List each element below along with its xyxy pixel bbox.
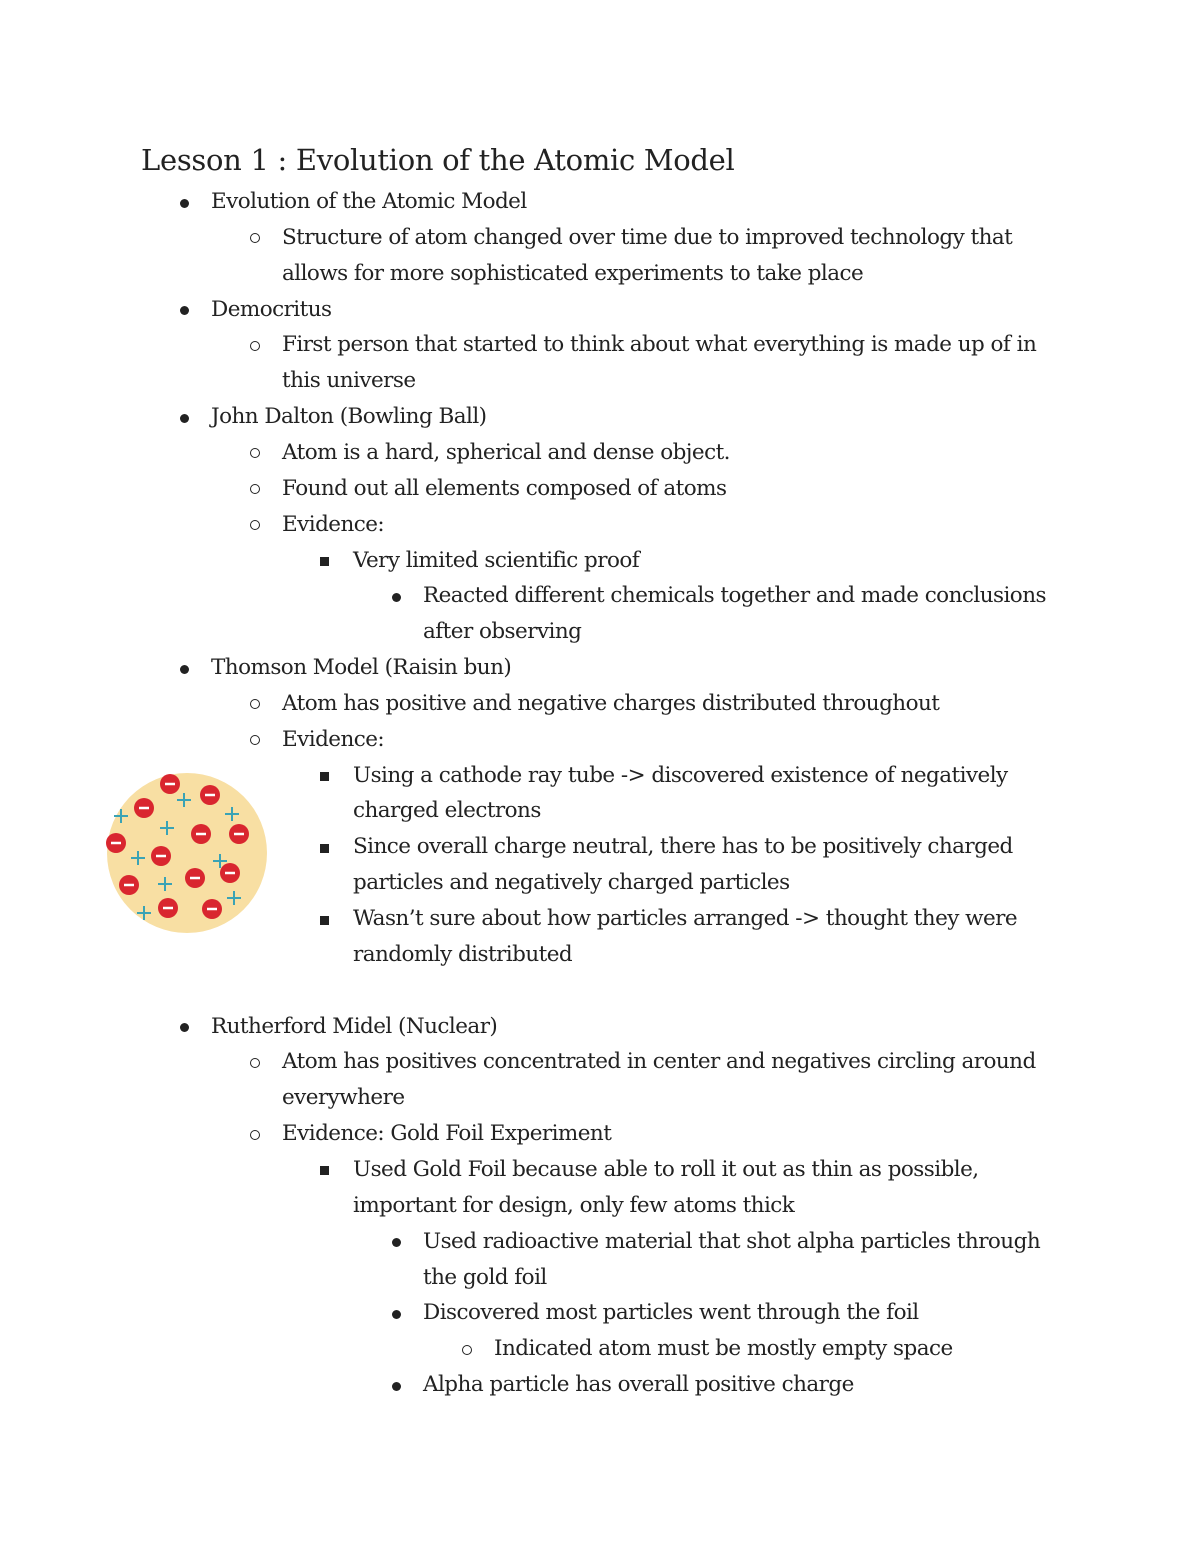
list-item-level-4: Reacted different chemicals together and made conclusions bbox=[423, 583, 1046, 609]
atom-body bbox=[107, 773, 267, 933]
electron-minus-icon bbox=[191, 824, 211, 844]
filled-circle-bullet-icon bbox=[180, 665, 189, 674]
list-item-continuation: allows for more sophisticated experiments to take place bbox=[282, 260, 864, 286]
hollow-circle-bullet-icon bbox=[250, 735, 260, 745]
electron-minus-icon bbox=[158, 898, 178, 918]
hollow-circle-bullet-icon bbox=[250, 520, 260, 530]
list-item-level-3: Using a cathode ray tube -> discovered existence of negatively bbox=[353, 762, 1008, 788]
electron-minus-icon bbox=[119, 875, 139, 895]
list-item-continuation: randomly distributed bbox=[353, 941, 573, 967]
list-item-continuation: everywhere bbox=[282, 1085, 405, 1111]
list-item-level-4: Discovered most particles went through the foil bbox=[423, 1300, 919, 1326]
electron-minus-icon bbox=[220, 863, 240, 883]
page-title: Lesson 1 : Evolution of the Atomic Model bbox=[141, 143, 735, 177]
list-item-level-1: Democritus bbox=[211, 296, 332, 322]
list-item-level-1: John Dalton (Bowling Ball) bbox=[211, 404, 487, 430]
filled-square-bullet-icon bbox=[320, 772, 329, 781]
filled-square-bullet-icon bbox=[320, 1166, 329, 1175]
list-item-continuation: the gold foil bbox=[423, 1264, 547, 1290]
list-item-continuation: after observing bbox=[423, 619, 582, 645]
list-item-level-5: Indicated atom must be mostly empty space bbox=[494, 1336, 953, 1362]
list-item-level-4: Used radioactive material that shot alpha particles through bbox=[423, 1228, 1041, 1254]
filled-circle-bullet-icon bbox=[180, 306, 189, 315]
list-item-level-2: Evidence: Gold Foil Experiment bbox=[282, 1121, 612, 1147]
list-item-level-2: Evidence: bbox=[282, 511, 385, 537]
list-item-continuation: charged electrons bbox=[353, 798, 541, 824]
hollow-circle-bullet-icon bbox=[250, 233, 260, 243]
list-item-continuation: this universe bbox=[282, 368, 416, 394]
hollow-circle-bullet-icon bbox=[250, 484, 260, 494]
electron-minus-icon bbox=[185, 868, 205, 888]
electron-minus-icon bbox=[229, 824, 249, 844]
list-item-level-3: Wasn’t sure about how particles arranged -> thought they were bbox=[353, 906, 1018, 931]
list-item-level-1: Rutherford Midel (Nuclear) bbox=[211, 1013, 498, 1039]
hollow-circle-bullet-icon bbox=[250, 341, 260, 351]
list-item-level-2: Evidence: bbox=[282, 726, 385, 752]
list-item-level-3: Since overall charge neutral, there has to be positively charged bbox=[353, 834, 1013, 860]
filled-circle-bullet-icon bbox=[392, 593, 401, 602]
hollow-circle-bullet-icon bbox=[462, 1345, 472, 1355]
filled-circle-bullet-icon bbox=[180, 199, 189, 208]
electron-minus-icon bbox=[160, 774, 180, 794]
filled-circle-bullet-icon bbox=[180, 1023, 189, 1032]
list-item-level-3: Very limited scientific proof bbox=[353, 547, 640, 573]
electron-minus-icon bbox=[202, 899, 222, 919]
list-item-level-2: Found out all elements composed of atoms bbox=[282, 475, 727, 501]
electron-minus-icon bbox=[106, 833, 126, 853]
filled-square-bullet-icon bbox=[320, 557, 329, 566]
filled-square-bullet-icon bbox=[320, 844, 329, 853]
list-item-continuation: important for design, only few atoms thick bbox=[353, 1192, 795, 1218]
filled-circle-bullet-icon bbox=[392, 1310, 401, 1319]
hollow-circle-bullet-icon bbox=[250, 448, 260, 458]
filled-circle-bullet-icon bbox=[392, 1238, 401, 1247]
list-item-level-2: First person that started to think about what everything is made up of in bbox=[282, 332, 1037, 358]
list-item-level-4: Alpha particle has overall positive charge bbox=[423, 1372, 854, 1398]
thomson-atom-model-icon bbox=[104, 770, 270, 936]
list-item-level-2: Atom has positives concentrated in center and negatives circling around bbox=[282, 1049, 1036, 1075]
hollow-circle-bullet-icon bbox=[250, 1130, 260, 1140]
hollow-circle-bullet-icon bbox=[250, 1058, 260, 1068]
electron-minus-icon bbox=[200, 785, 220, 805]
hollow-circle-bullet-icon bbox=[250, 699, 260, 709]
list-item-level-2: Structure of atom changed over time due to improved technology that bbox=[282, 224, 1013, 250]
list-item-level-2: Atom has positive and negative charges distributed throughout bbox=[282, 690, 940, 716]
electron-minus-icon bbox=[151, 846, 171, 866]
filled-square-bullet-icon bbox=[320, 916, 329, 925]
electron-minus-icon bbox=[134, 798, 154, 818]
list-item-level-3: Used Gold Foil because able to roll it out as thin as possible, bbox=[353, 1156, 979, 1182]
list-item-continuation: particles and negatively charged particles bbox=[353, 870, 790, 896]
filled-circle-bullet-icon bbox=[180, 414, 189, 423]
list-item-level-2: Atom is a hard, spherical and dense object. bbox=[282, 439, 730, 465]
list-item-level-1: Thomson Model (Raisin bun) bbox=[211, 655, 512, 681]
filled-circle-bullet-icon bbox=[392, 1382, 401, 1391]
list-item-level-1: Evolution of the Atomic Model bbox=[211, 189, 527, 214]
